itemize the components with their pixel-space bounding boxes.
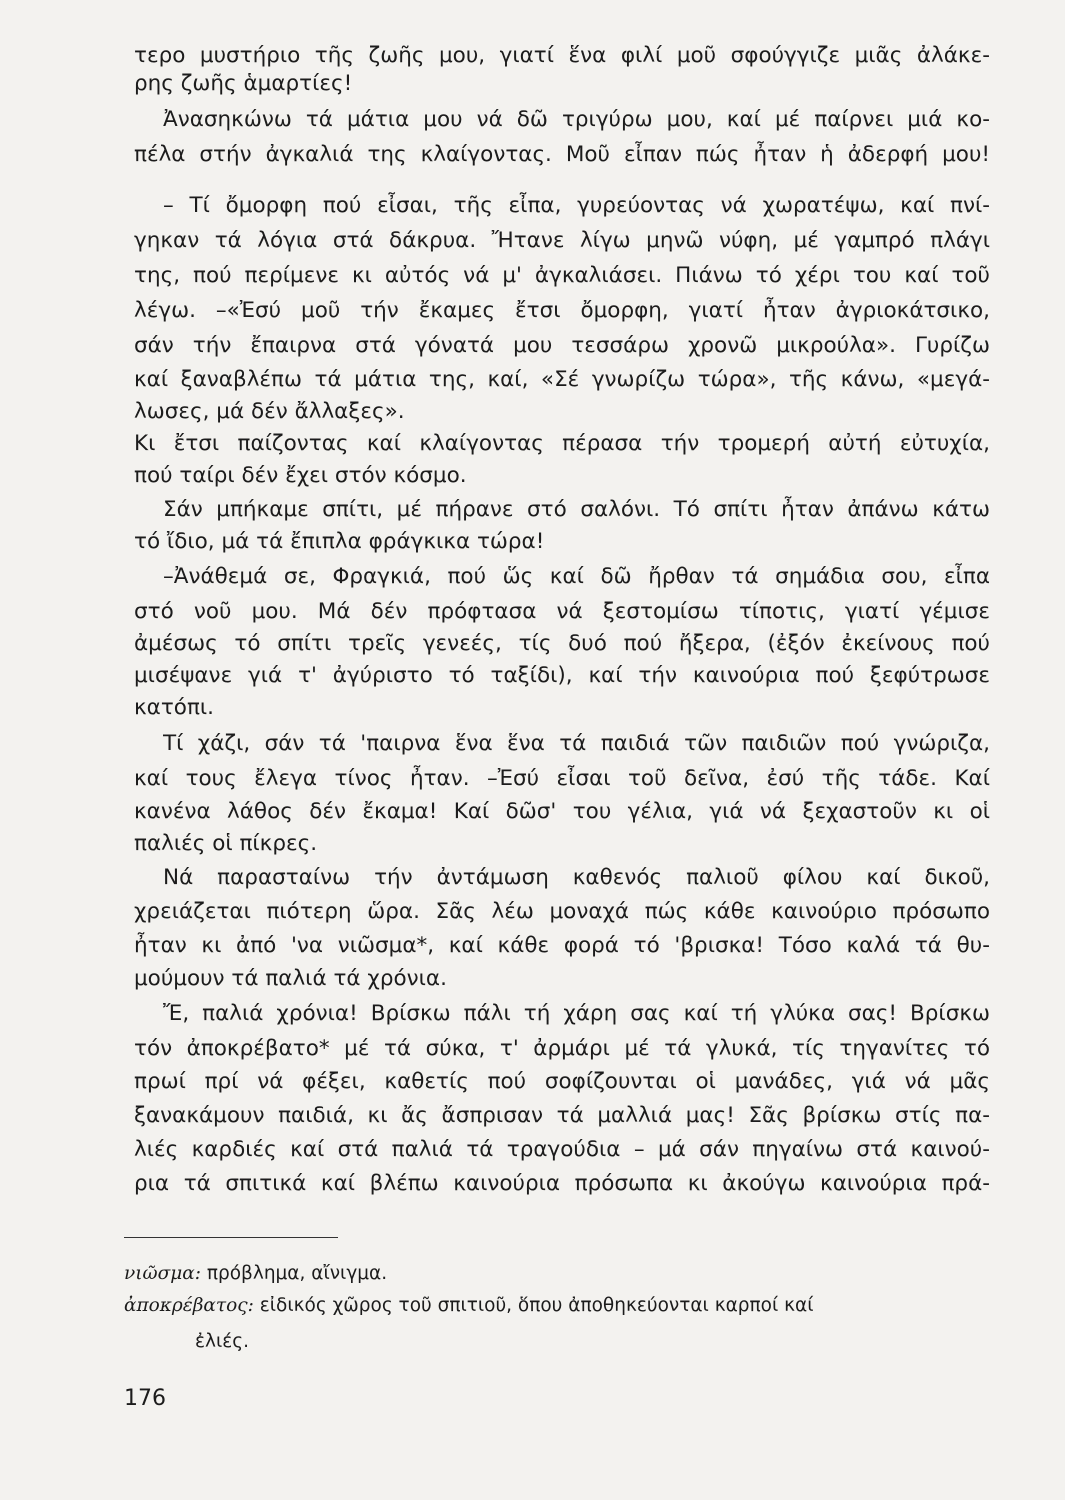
page-number: 176 [124,1386,166,1411]
text-line: λέγω. –«Ἐσύ μοῦ τήν ἔκαμες ἔτσι ὄμορφη, γιατί ἦταν ἀγριοκάτσικο, [134,298,990,323]
text-line: σάν τήν ἔπαιρνα στά γόνατά μου τεσσάρω χρονῶ μικρούλα». Γυρίζω [134,333,990,358]
text-line: τερο μυστήριο τῆς ζωῆς μου, γιατί ἕνα φιλί μοῦ σφούγγιζε μιᾶς ἀλάκε- [134,43,990,68]
footnote [124,1294,814,1318]
text-line: καί ξαναβλέπω τά μάτια της, καί, «Σέ γνωρίζω τώρα», τῆς κάνω, «μεγά- [134,367,990,392]
footnote-definition: εἰδικός χῶρος τοῦ σπιτιοῦ, ὅπου ἀποθηκεύονται καρποί καί [259,1295,814,1316]
text-line: Ἀνασηκώνω τά μάτια μου νά δῶ τριγύρω μου, καί μέ παίρνει μιά κο- [163,107,990,132]
text-line: Νά παρασταίνω τήν ἀντάμωση καθενός παλιοῦ φίλου καί δικοῦ, [163,865,990,890]
text-line: – Τί ὄμορφη πού εἶσαι, τῆς εἶπα, γυρεύοντας νά χωρατέψω, καί πνί- [163,193,990,218]
text-line: μισέψανε γιά τ' ἀγύριστο τό ταξίδι), καί τήν καινούρια πού ξεφύτρωσε [134,663,990,688]
text-line: ξανακάμουν παιδιά, κι ἄς ἄσπρισαν τά μαλλιά μας! Σᾶς βρίσκω στίς πα- [134,1103,990,1128]
text-line: Κι ἔτσι παίζοντας καί κλαίγοντας πέρασα τήν τρομερή αὐτή εὐτυχία, [134,431,990,456]
text-line: της, πού περίμενε κι αὐτός νά μ' ἀγκαλιάσει. Πιάνω τό χέρι του καί τοῦ [134,263,990,288]
footnote-divider [124,1237,338,1238]
text-line: κατόπι. [134,695,214,720]
text-line: τό ἴδιο, μά τά ἔπιπλα φράγκικα τώρα! [134,529,545,554]
text-line: Σάν μπήκαμε σπίτι, μέ πήρανε στό σαλόνι. Τό σπίτι ἦταν ἀπάνω κάτω [163,497,990,522]
text-line: πέλα στήν ἀγκαλιά της κλαίγοντας. Μοῦ εἶπαν πώς ἦταν ἡ ἀδερφή μου! [134,142,990,167]
footnote-continuation: ἐλιές. [195,1331,249,1352]
text-line: τόν ἀποκρέβατο* μέ τά σύκα, τ' ἀρμάρι μέ τά γλυκά, τίς τηγανίτες τό [134,1036,990,1061]
text-line: ἦταν κι ἀπό 'να νιῶσμα*, καί κάθε φορά τό 'βρισκα! Τόσο καλά τά θυ- [134,933,990,958]
text-line: γηκαν τά λόγια στά δάκρυα. Ἤτανε λίγω μηνῶ νύφη, μέ γαμπρό πλάγι [134,228,990,253]
text-line: λιές καρδιές καί στά παλιά τά τραγούδια – μά σάν πηγαίνω στά καινού- [134,1137,990,1162]
text-line: ἀμέσως τό σπίτι τρεῖς γενεές, τίς δυό πού ἤξερα, (ἐξόν ἐκείνους πού [134,631,990,656]
text-line: Ἔ, παλιά χρόνια! Βρίσκω πάλι τή χάρη σας καί τή γλύκα σας! Βρίσκω [163,1001,990,1026]
text-line: πρωί πρί νά φέξει, καθετίς πού σοφίζουνται οἱ μανάδες, γιά νά μᾶς [134,1069,990,1094]
text-line: κανένα λάθος δέν ἔκαμα! Καί δῶσ' του γέλια, γιά νά ξεχαστοῦν κι οἱ [134,799,990,824]
text-line: ρια τά σπιτικά καί βλέπω καινούρια πρόσωπα κι ἀκούγω καινούρια πρά- [134,1171,990,1196]
text-line: παλιές οἱ πίκρες. [134,831,318,856]
text-line: καί τους ἔλεγα τίνος ἦταν. –Ἐσύ εἶσαι τοῦ δεῖνα, ἐσύ τῆς τάδε. Καί [134,766,990,791]
footnote [124,1262,387,1286]
text-line: μούμουν τά παλιά τά χρόνια. [134,966,447,991]
text-line: πού ταίρι δέν ἔχει στόν κόσμο. [134,463,467,488]
text-line: λωσες, μά δέν ἄλλαξες». [134,399,405,424]
text-line: –Ἀνάθεμά σε, Φραγκιά, πού ὥς καί δῶ ἤρθαν τά σημάδια σου, εἶπα [163,564,990,589]
footnote-term: νιῶσμα: [124,1263,201,1284]
footnote-term: ἀποκρέβατος: [124,1295,254,1316]
text-line: ρης ζωῆς ἁμαρτίες! [134,71,353,96]
text-line: Τί χάζι, σάν τά 'παιρνα ἕνα ἕνα τά παιδιά τῶν παιδιῶν πού γνώριζα, [163,731,990,756]
text-line: χρειάζεται πιότερη ὥρα. Σᾶς λέω μοναχά πώς κάθε καινούριο πρόσωπο [134,899,990,924]
text-line: στό νοῦ μου. Μά δέν πρόφτασα νά ξεστομίσω τίποτις, γιατί γέμισε [134,599,990,624]
footnote-definition: πρόβλημα, αἴνιγμα. [206,1263,388,1284]
